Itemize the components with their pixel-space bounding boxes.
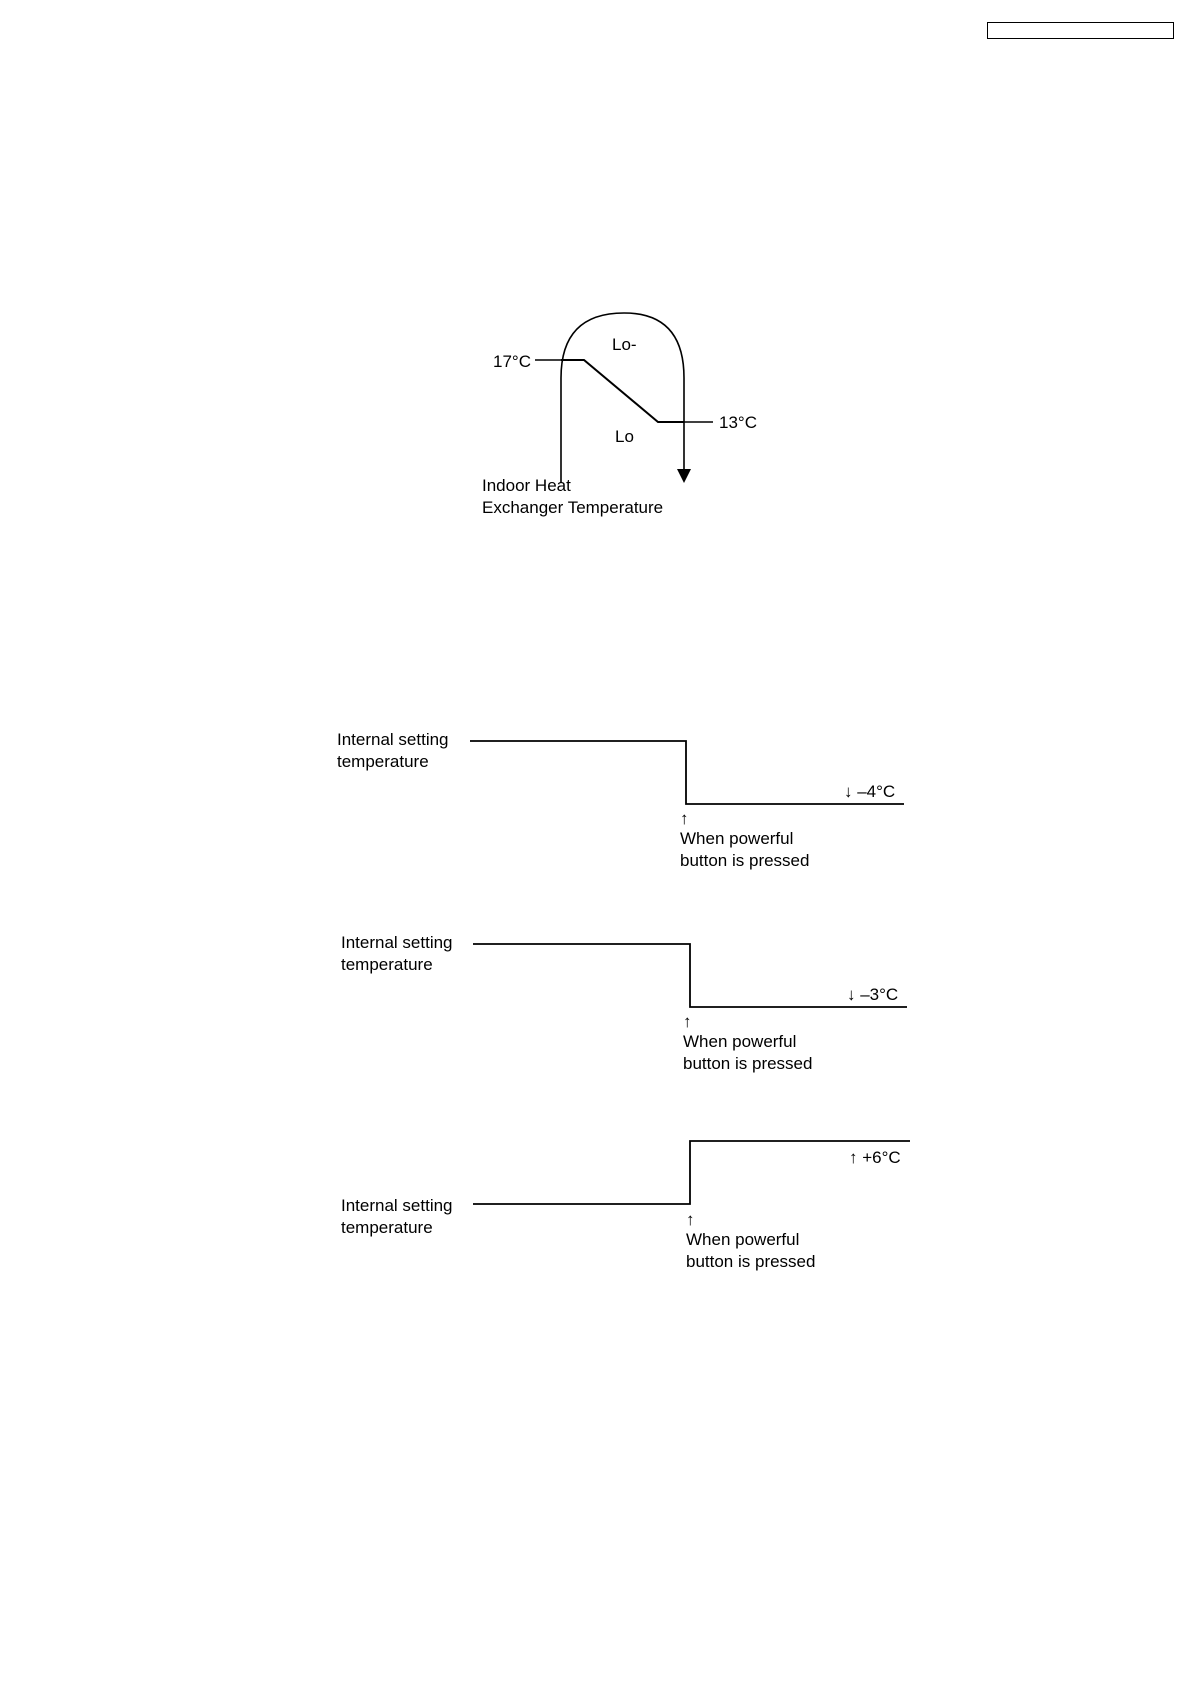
event-arrow: ↑ [686, 1210, 695, 1229]
change-value-label: ↓ –3°C [847, 985, 899, 1004]
setting-label-line1: Internal setting [341, 933, 453, 952]
event-arrow: ↑ [680, 809, 689, 828]
setting-step-line [473, 1141, 910, 1204]
setting-label-line1: Internal setting [341, 1196, 453, 1215]
axis-label-line2: Exchanger Temperature [482, 498, 664, 517]
lower-zone-label: Lo [615, 427, 634, 446]
setting-label-line2: temperature [341, 955, 433, 974]
event-label-line2: button is pressed [683, 1054, 813, 1073]
setting-step-line [473, 944, 907, 1007]
change-value-label: ↑ +6°C [849, 1148, 901, 1167]
setting-label-line2: temperature [337, 752, 429, 771]
event-label-line1: When powerful [683, 1032, 797, 1051]
event-label-line1: When powerful [686, 1230, 800, 1249]
event-arrow: ↑ [683, 1012, 692, 1031]
powerful-diagram-3 [341, 1141, 910, 1271]
decrease-arrowhead [677, 469, 691, 483]
setting-step-line [470, 741, 904, 804]
change-value-label: ↓ –4°C [844, 782, 896, 801]
axis-label-line1: Indoor Heat [482, 476, 571, 495]
setting-label-line1: Internal setting [337, 730, 449, 749]
powerful-diagram-1 [337, 730, 904, 870]
event-label-line2: button is pressed [686, 1252, 816, 1271]
high-temp-label: 17°C [493, 352, 531, 371]
upper-zone-label: Lo- [612, 335, 637, 354]
event-label-line2: button is pressed [680, 851, 810, 870]
setting-label-line2: temperature [341, 1218, 433, 1237]
event-label-line1: When powerful [680, 829, 794, 848]
threshold-line [561, 360, 684, 422]
fan-speed-diagram [482, 313, 757, 517]
powerful-diagram-2 [341, 933, 907, 1073]
low-temp-label: 13°C [719, 413, 757, 432]
